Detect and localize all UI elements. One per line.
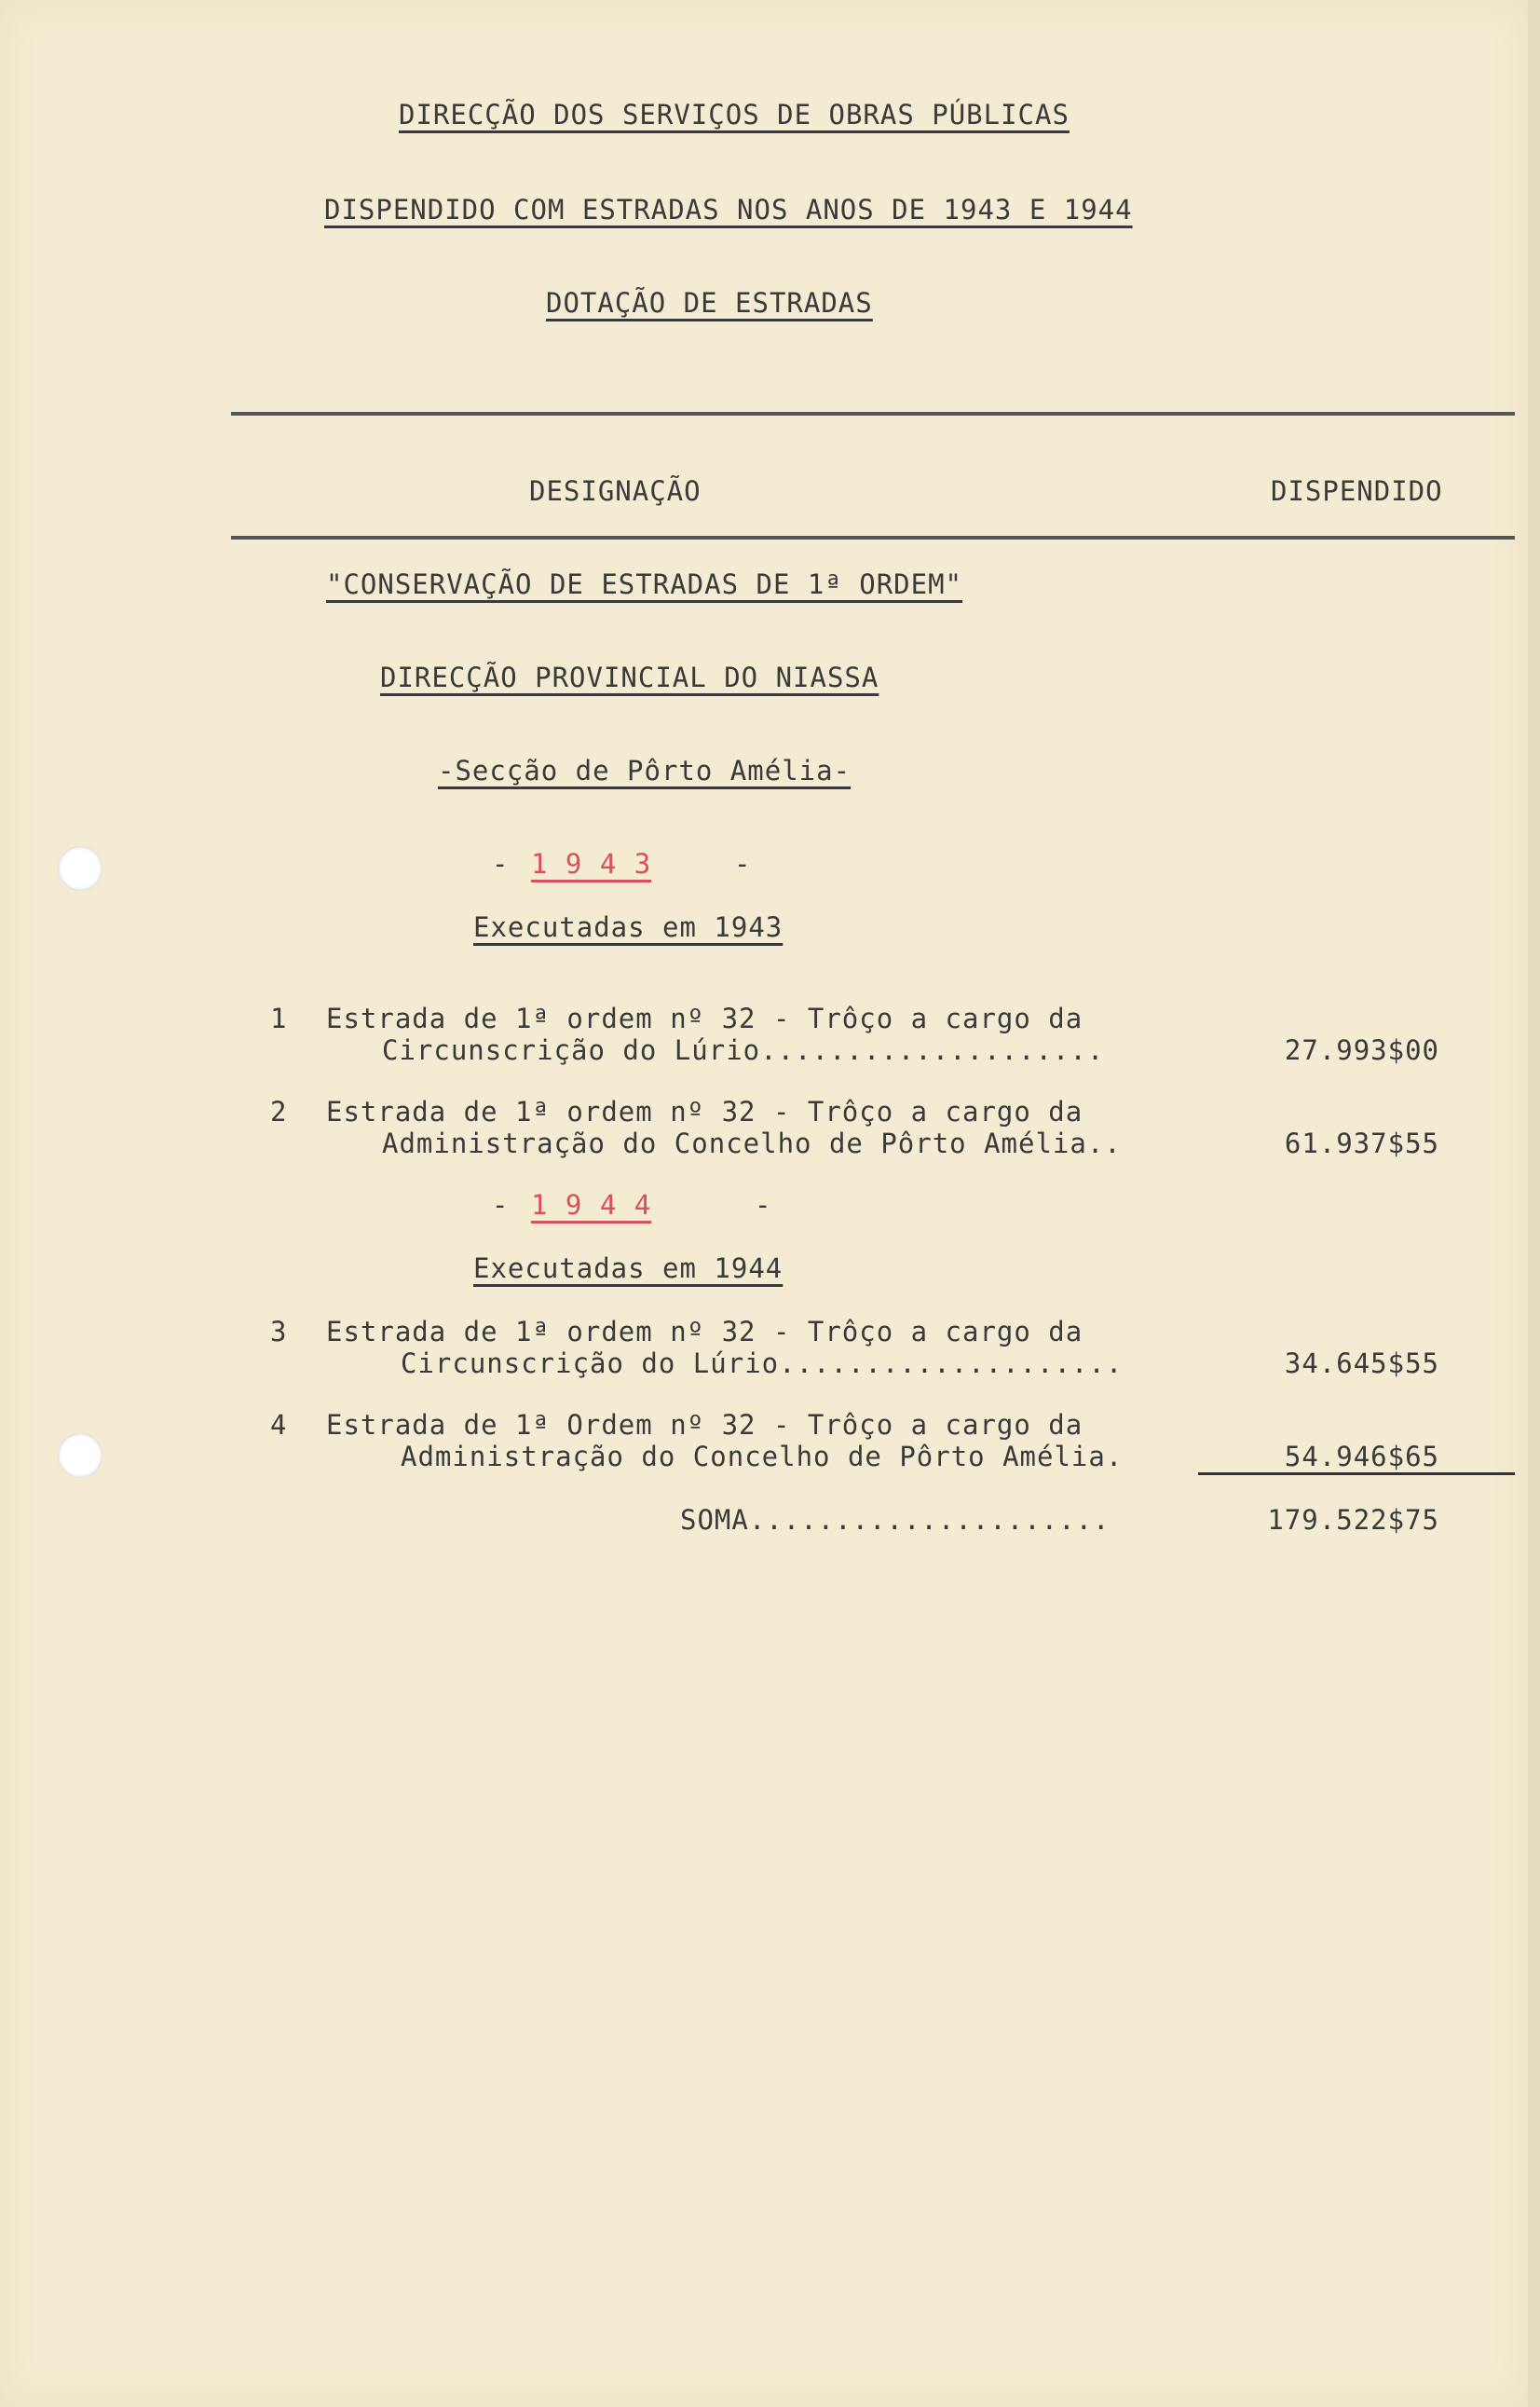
item-amount: 27.993$00 [1284, 1034, 1439, 1066]
header-line-3: DOTAÇÃO DE ESTRADAS [546, 287, 873, 319]
punch-hole [58, 846, 102, 891]
item-description-line-1: Estrada de 1ª ordem nº 32 - Trôço a cargo da [326, 1316, 1083, 1347]
item-description-line-2: Circunscrição do Lúrio.................... [401, 1347, 1124, 1379]
item-number: 3 [270, 1316, 288, 1347]
item-amount: 34.645$55 [1284, 1347, 1439, 1379]
item-description-line-1: Estrada de 1ª ordem nº 32 - Trôço a cargo da [326, 1096, 1083, 1128]
item-number: 4 [270, 1409, 288, 1441]
directorate-title: DIRECÇÃO PROVINCIAL DO NIASSA [380, 662, 879, 693]
paper-edge [1528, 0, 1540, 2407]
total-label: SOMA..................... [680, 1504, 1111, 1536]
item-description-line-1: Estrada de 1ª ordem nº 32 - Trôço a cargo da [326, 1003, 1083, 1034]
item-number: 2 [270, 1096, 288, 1128]
item-description-line-2: Administração do Concelho de Pôrto Amélia. [401, 1441, 1124, 1472]
item-amount: 54.946$65 [1284, 1441, 1439, 1472]
subsection-title: -Secção de Pôrto Amélia- [438, 755, 852, 786]
executed-1943-heading: Executadas em 1943 [473, 911, 784, 943]
column-header-designation: DESIGNAÇÃO [529, 475, 702, 507]
header-line-1: DIRECÇÃO DOS SERVIÇOS DE OBRAS PÚBLICAS [399, 99, 1070, 130]
year-1943: 1 9 4 3 [531, 848, 652, 880]
header-rule [231, 536, 1515, 540]
item-description-line-1: Estrada de 1ª Ordem nº 32 - Trôço a cargo da [326, 1409, 1083, 1441]
column-header-spent: DISPENDIDO [1271, 475, 1443, 507]
top-rule [231, 412, 1515, 416]
year-dash-left: - [492, 1189, 510, 1221]
total-rule [1198, 1472, 1515, 1475]
item-description-line-2: Circunscrição do Lúrio.................... [382, 1034, 1105, 1066]
total-amount: 179.522$75 [1267, 1504, 1439, 1536]
executed-1944-heading: Executadas em 1944 [473, 1252, 784, 1284]
punch-hole [58, 1433, 102, 1478]
year-1944: 1 9 4 4 [531, 1189, 652, 1221]
header-line-2: DISPENDIDO COM ESTRADAS NOS ANOS DE 1943 E 1944 [324, 194, 1133, 226]
item-number: 1 [270, 1003, 288, 1034]
year-dash-right: - [755, 1189, 772, 1221]
year-dash-right: - [734, 848, 752, 880]
year-dash-left: - [492, 848, 510, 880]
section-title: "CONSERVAÇÃO DE ESTRADAS DE 1ª ORDEM" [326, 568, 963, 600]
item-description-line-2: Administração do Concelho de Pôrto Amélia.. [382, 1128, 1122, 1159]
item-amount: 61.937$55 [1284, 1128, 1439, 1159]
